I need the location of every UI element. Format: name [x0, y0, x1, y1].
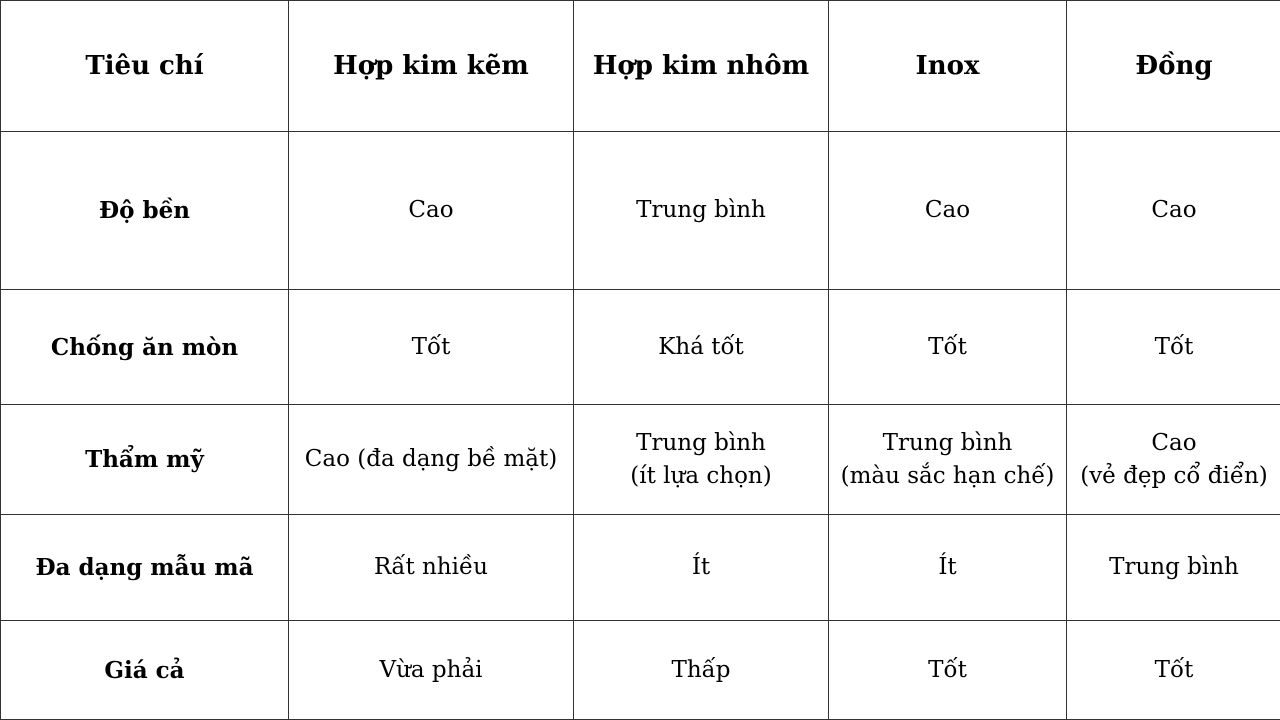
table-row-design-variety — [1, 515, 1280, 621]
table-cell — [829, 515, 1067, 621]
cell-text: Ít — [691, 554, 711, 580]
cell-text: Cao — [1151, 429, 1197, 456]
table-cell — [829, 621, 1067, 720]
table-cell — [289, 132, 574, 290]
table-cell — [289, 621, 574, 720]
table-row-price — [1, 621, 1280, 720]
table-cell — [829, 132, 1067, 290]
cell-text-note: (ít lựa chọn) — [630, 462, 772, 489]
table-cell — [574, 621, 829, 720]
row-header: Giá cả — [1, 621, 289, 720]
header-copper: Đồng — [1067, 1, 1280, 132]
cell-text: Tốt — [1154, 333, 1194, 360]
table-cell — [1067, 515, 1280, 621]
table-cell — [1067, 405, 1280, 515]
table-cell — [1067, 290, 1280, 405]
cell-text: Thấp — [671, 656, 731, 683]
cell-text: Cao — [408, 197, 454, 223]
cell-text: Ít — [938, 554, 957, 580]
cell-text: Khá tốt — [658, 333, 744, 360]
table-row-corrosion-resistance — [1, 290, 1280, 405]
row-header: Độ bền — [1, 132, 289, 290]
cell-text-note: (vẻ đẹp cổ điển) — [1080, 462, 1268, 489]
table-cell — [574, 515, 829, 621]
cell-text: Tốt — [928, 656, 967, 683]
table-cell — [1067, 621, 1280, 720]
header-criteria: Tiêu chí — [1, 1, 289, 132]
table-cell — [574, 405, 829, 515]
cell-text-note: (màu sắc hạn chế) — [840, 462, 1055, 489]
header-zinc-alloy: Hợp kim kẽm — [289, 1, 574, 132]
header-row — [1, 1, 1280, 132]
table-cell — [1067, 132, 1280, 290]
cell-text: Tốt — [928, 333, 967, 360]
cell-text: Vừa phải — [379, 656, 483, 683]
cell-text: Cao — [1151, 197, 1197, 223]
header-stainless-steel: Inox — [829, 1, 1067, 132]
cell-text: Cao (đa dạng bề mặt) — [304, 446, 558, 472]
cell-text: Trung bình — [636, 429, 766, 456]
table-row-durability — [1, 132, 1280, 290]
header-aluminum-alloy: Hợp kim nhôm — [574, 1, 829, 132]
cell-text: Cao — [924, 197, 971, 223]
cell-text: Trung bình — [636, 197, 766, 223]
row-header: Đa dạng mẫu mã — [1, 515, 289, 621]
table-cell — [289, 405, 574, 515]
table-row-aesthetics — [1, 405, 1280, 515]
cell-text: Tốt — [411, 333, 451, 360]
cell-text: Trung bình — [1109, 554, 1239, 580]
table-cell — [574, 290, 829, 405]
row-header: Chống ăn mòn — [1, 290, 289, 405]
table-cell — [829, 290, 1067, 405]
cell-text: Tốt — [1154, 656, 1194, 683]
cell-text: Rất nhiều — [374, 554, 488, 580]
table-cell — [829, 405, 1067, 515]
table-cell — [574, 132, 829, 290]
row-header: Thẩm mỹ — [1, 405, 289, 515]
cell-text: Trung bình — [882, 429, 1013, 456]
table-cell — [289, 515, 574, 621]
table-cell — [289, 290, 574, 405]
